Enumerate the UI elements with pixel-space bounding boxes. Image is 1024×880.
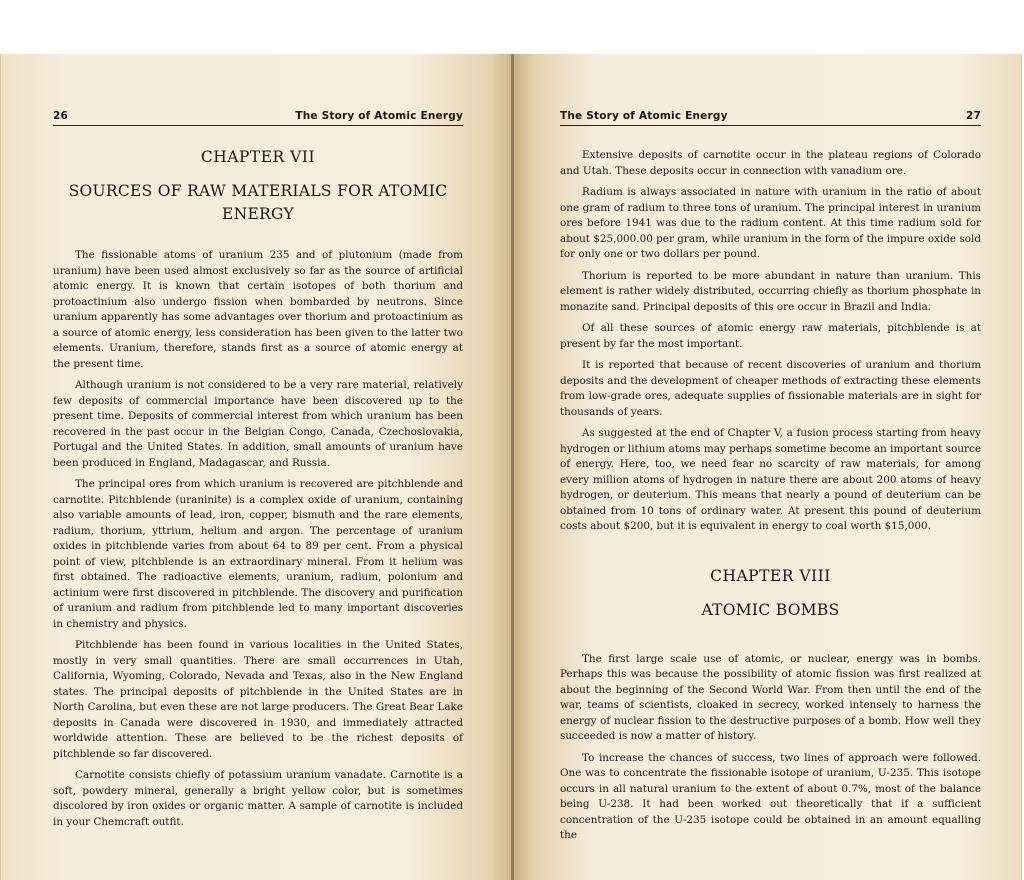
paragraph: Although uranium is not considered to be a very rare material, relatively few deposits of commercial importance have been discovered up to the present time. Deposits of commercial interest from which uranium has been recovered in the past occur in the Belgian Congo, Canada, Czechoslovakia, Portugal and the United States. In addition, small amounts of uranium have been produced in England, Madagascar, and Russia. (53, 379, 463, 469)
running-head-right (560, 110, 981, 126)
running-head-left (53, 110, 463, 126)
chapter-section (560, 567, 981, 844)
paragraph: Thorium is reported to be more abundant in nature than uranium. This element is rather widely distributed, occurring chiefly as thorium phosphate in monazite sand. Principal deposits of this ore occur in Brazil and India. (560, 269, 981, 313)
chapter-title: SOURCES OF RAW MATERIALS FOR ATOMIC ENERGY (68, 182, 448, 223)
chapter-number: CHAPTER VIII (710, 566, 831, 585)
chapter-title: ATOMIC BOMBS (701, 600, 840, 619)
page-number: 26 (53, 110, 69, 122)
page-number: 27 (965, 110, 981, 122)
paragraph: Of all these sources of atomic energy raw materials, pitchblende is at present by far the most important. (560, 322, 981, 350)
running-title: The Story of Atomic Energy (295, 110, 463, 122)
paragraph: Pitchblende has been found in various localities in the United States, mostly in very small quantities. There are small occurrences in Utah, California, Wyoming, Colorado, Nevada and Texas, also in the New England states. The principal deposits of pitchblende in the United States are in North Carolina, but even these are not large producers. The Great Bear Lake deposits in Canada were discovered in 1930, and immediately attracted worldwide attention. These are believed to be the richest deposits of pitchblende so far discovered. (53, 639, 463, 760)
running-title: The Story of Atomic Energy (560, 110, 728, 122)
paragraph: As suggested at the end of Chapter V, a fusion process starting from heavy hydrogen or lithium atoms may perhaps sometime become an important source of energy. Here, too, we need fear no scarcity of raw materials, for among every million atoms of hydrogen in nature there are about 200 atoms of heavy hydrogen, or deuterium. This means that nearly a pound of deuterium can be obtained from 10 tons of ordinary water. At present this pound of deuterium costs about $200, but it is equivalent in energy to coal worth $15,000. (560, 427, 981, 532)
paragraph: It is reported that because of recent discoveries of uranium and thorium deposits and the development of cheaper methods of extracting these elements from low-grade ores, adequate supplies of fissionable materials are in sight for thousands of years. (560, 359, 981, 418)
paragraph: The fissionable atoms of uranium 235 and of plutonium (made from uranium) have been used almost exclusively so far as the source of artificial atomic energy. It is known that certain isotopes of both thorium and protoactinium also undergo fission when bombarded by neutrons. Since uranium apparently has some advantages over thorium and protoactinium as a source of atomic energy, less consideration has been given to the latter two elements. Uranium, therefore, stands first as a source of atomic energy at the present time. (53, 249, 463, 370)
left-page (0, 54, 511, 880)
paragraph: The first large scale use of atomic, or nuclear, energy was in bombs. Perhaps this was because the possibility of atomic fission was first realized at about the beginning of the Second World War. From then until the end of the war, teams of scientists, cloaked in secrecy, worked intensely to harness the energy of nuclear fission to the destructive purposes of a bomb. How well they succeeded is now a matter of history. (560, 652, 981, 742)
paragraph: Extensive deposits of carnotite occur in the plateau regions of Colorado and Utah. These deposits occur in connection with vanadium ore. (560, 149, 981, 177)
paragraph: Carnotite consists chiefly of potassium uranium vanadate. Carnotite is a soft, powdery mineral, generally a bright yellow color, but is sometimes discolored by iron oxides or organic matter. A sample of carnotite is included in your Chemcraft outfit. (53, 769, 463, 828)
chapter-number: CHAPTER VII (200, 148, 316, 166)
right-page (514, 54, 1022, 880)
paragraph: To increase the chances of success, two lines of approach were followed. One was to concentrate the fissionable isotope of uranium, U-235. This isotope occurs in all natural uranium to the extent of about 0.7%, most of the balance being U-238. It had been worked out theoretically that if a sufficient concentration of the U-235 isotope could be obtained in an amount equalling the (560, 751, 981, 841)
paragraph: Radium is always associated in nature with uranium in the ratio of about one gram of radium to three tons of uranium. The principal interest in uranium ores before 1941 was due to the radium content. At this time radium sold for about $25,000.00 per gram, while uranium in the form of the impure oxide sold for only one or two dollars per pound. (560, 186, 981, 260)
paragraph: The principal ores from which uranium is recovered are pitchblende and carnotite. Pitchblende (uraninite) is a complex oxide of uranium, containing also variable amounts of lead, iron, copper, bismuth and the rare elements, radium, thorium, yttrium, helium and argon. The percentage of uranium oxides in pitchblende varies from about 64 to 89 per cent. From a physical point of view, pitchblende is an extraordinary mineral. From it helium was first obtained. The radioactive elements, uranium, radium, polonium and actinium were first discovered in pitchblende. The discovery and purification of uranium and radium from pitchblende led to many important discoveries in chemistry and physics. (53, 478, 463, 630)
